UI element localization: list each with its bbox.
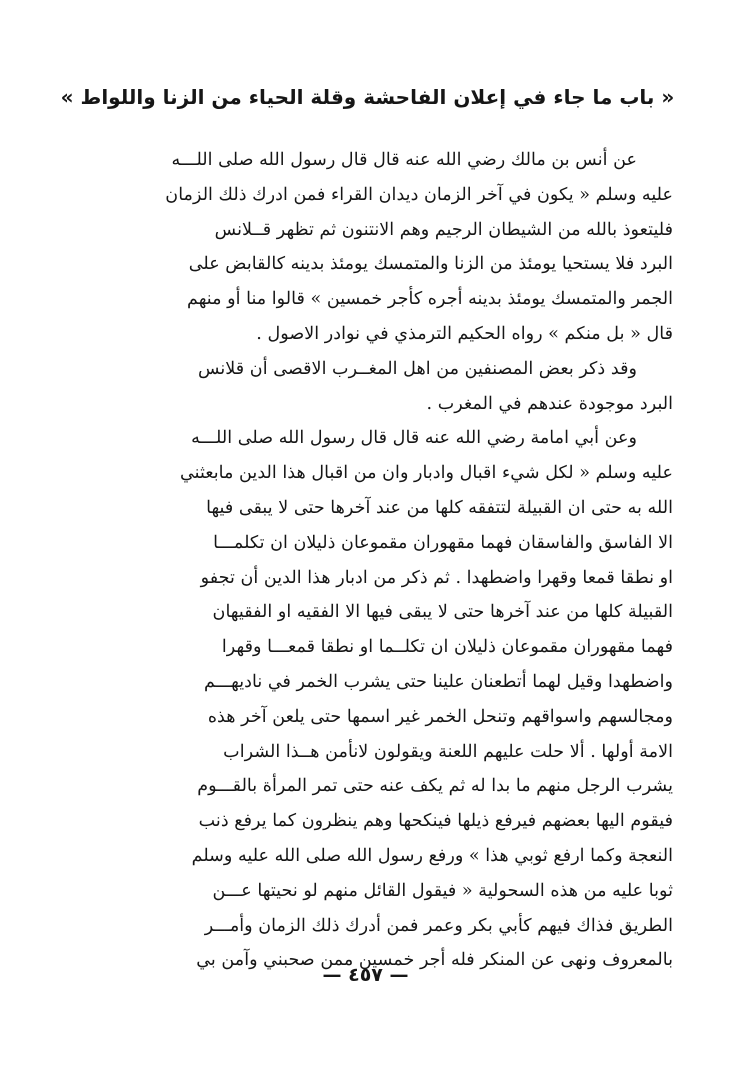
text-line: الله به حتى ان القبيلة لتتفقه كلها من عند آخرها حتى لا يبقى فيها [206, 497, 673, 518]
text-line: او نطقا قمعا وقهرا واضطهدا . ثم ذكر من ادبار هذا الدين أن تجفو [200, 567, 673, 588]
text-line: واضطهدا وقيل لهما أتطعنان علينا حتى يشرب الخمر في ناديهـــم [203, 671, 673, 692]
text-line: القبيلة كلها من عند آخرها حتى لا يبقى فيها الا الفقيه او الفقيهان [212, 602, 673, 623]
text-line: الجمر والمتمسك يومئذ بدينه أجره كأجر خمسين » قالوا منا أو منهم [186, 289, 673, 310]
text-line: عن أنس بن مالك رضي الله عنه قال قال رسول الله صلى اللـــه [171, 150, 637, 170]
text-line: قال « بل منكم » رواه الحكيم الترمذي في نوادر الاصول . [256, 323, 673, 344]
text-line: الا الفاسق والفاسقان فهما مقهوران مقموعان ذليلان ان تكلمـــا [213, 532, 673, 553]
text-line: عليه وسلم « يكون في آخر الزمان ديدان القراء فمن ادرك ذلك الزمان [165, 184, 673, 205]
body-text [50, 143, 673, 978]
page-number: — ٤٥٧ — [322, 964, 409, 986]
text-line: وعن أبي امامة رضي الله عنه قال قال رسول الله صلى اللـــه [191, 428, 637, 449]
text-line: الطريق فذاك فيهم كأبي بكر وعمر فمن أدرك ذلك الزمان وأمـــر [204, 915, 673, 936]
text-line: وقد ذكر بعض المصنفين من اهل المغــرب الاقصى أن قلانس [197, 358, 637, 379]
text-line: ومجالسهم واسواقهم وتنحل الخمر غير اسمها حتى يلعن آخر هذه [207, 706, 673, 727]
text-line: بالمعروف ونهى عن المنكر فله أجر خمسين ممن صحبني وآمن بي [196, 950, 673, 971]
text-line: فيقوم اليها بعضهم فيرفع ذيلها فينكحها وهم ينظرون كما يرفع ذنب [198, 811, 673, 832]
text-line: يشرب الرجل منهم ما بدا له ثم يكف عنه حتى تمر المرأة بالقـــوم [197, 776, 673, 797]
chapter-title: « باب ما جاء في إعلان الفاحشة وقلة الحياء من الزنا واللواط » [60, 85, 675, 109]
text-line: فهما مقهوران مقموعان ذليلان ان تكلــما او نطقا قمعـــا وقهرا [221, 637, 673, 658]
text-line: النعجة وكما ارفع ثوبي هذا » ورفع رسول الله صلى الله عليه وسلم [191, 845, 673, 866]
text-line: ثوبا عليه من هذه السحولية « فيقول القائل منهم لو نحيتها عـــن [212, 880, 673, 901]
text-line: الامة أولها . ألا حلت عليهم اللعنة ويقولون لانأمن هــذا الشراب [223, 741, 673, 762]
text-line: البرد موجودة عندهم في المغرب . [426, 393, 673, 414]
text-line: البرد فلا يستحيا يومئذ من الزنا والمتمسك يومئذ بدينه كالقابض على [188, 254, 673, 275]
text-line: فليتعوذ بالله من الشيطان الرجيم وهم الانتنون ثم تظهر قــلانس [214, 219, 673, 240]
text-line: عليه وسلم « لكل شيء اقبال وادبار وان من اقبال هذا الدين مابعثني [179, 463, 673, 484]
